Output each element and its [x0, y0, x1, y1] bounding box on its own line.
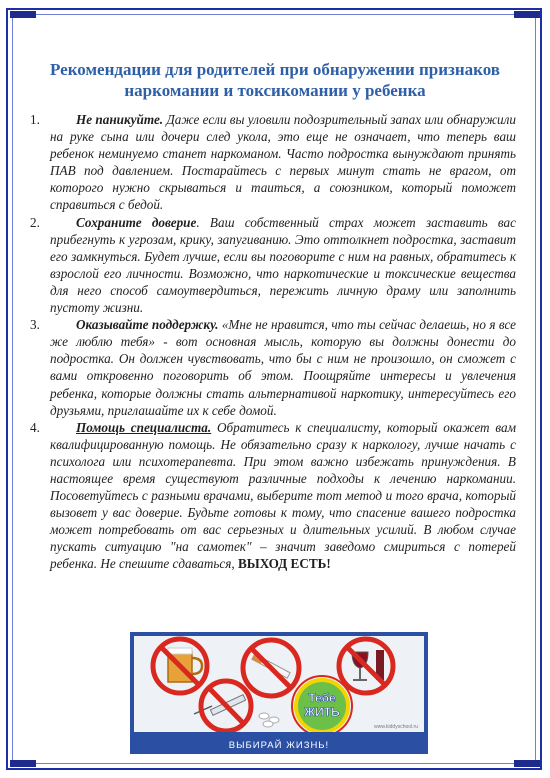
item-number: 2. — [30, 214, 40, 230]
item-number: 4. — [30, 419, 40, 435]
no-alcohol-icon — [153, 639, 207, 693]
banner-site-tag: www.kiddyschool.ru — [374, 724, 418, 730]
item-paragraph — [50, 111, 516, 214]
pills-icon — [259, 713, 279, 727]
corner-bar-bottom-left — [10, 760, 36, 767]
banner-panel — [134, 636, 424, 732]
item-lead: Оказывайте поддержку. — [76, 317, 219, 333]
no-drugs-icon — [194, 681, 251, 731]
item-paragraph — [50, 214, 516, 317]
banner-caption: ВЫБИРАЙ ЖИЗНЬ! — [228, 740, 330, 751]
item-lead: Помощь специалиста. — [76, 419, 212, 435]
item-text: Даже если вы уловили подозрительный запах или обнаружили на руке сына или дочери след укола, это еще не означает, что теперь ваш ребенок неминуемо станет наркоманом. Часто подростка вынуждают принять ПАВ под давлением. Постарайтесь с первых минут стать не врагом, от которого нужно скрываться и таиться, а союзником, который поможет справиться с бедой. — [50, 112, 516, 213]
no-smoking-icon — [243, 640, 299, 696]
list-item — [24, 111, 516, 214]
corner-bar-bottom-right — [514, 760, 540, 767]
item-number: 1. — [30, 112, 40, 127]
item-paragraph — [50, 419, 516, 573]
recommendations-list — [24, 111, 516, 573]
corner-bar-top-right — [514, 11, 540, 18]
item-lead: Сохраните доверие — [76, 214, 197, 230]
page-title: Рекомендации для родителей при обнаружении признаков наркомании и токсикомании у ребенка — [50, 60, 500, 101]
item-text: «Мне не нравится, что ты сейчас делаешь, но я все же люблю тебя» - вот основная мысль, которую вы должны донести до подростка. Он должен чувствовать, что бы с ним не произошло, он сможет с вами откровенно поговорить об этом. Поощряйте интересы и увлечения ребенка, которые должны стать альтернативой наркотику, интересуйтесь его друзьями, приглашайте их к себе домой. — [50, 317, 516, 418]
item-number: 3. — [30, 317, 40, 333]
list-item — [24, 214, 516, 317]
item-paragraph — [50, 316, 516, 419]
poster-banner — [130, 632, 428, 754]
banner-illustration — [134, 636, 424, 732]
item-lead: Не паникуйте. — [76, 112, 164, 127]
item-text: Обратитесь к специалисту, который окажет вам квалифицированную помощь. Не обязательно сразу к наркологу, лучше начать с психолога или психотерапевта. При этом важно избежать принуждения. В настоящее время существуют различные подходы к лечению наркомании. Посоветуйтесь с разными врачами, выберите тот метод и того врача, который вызовет у вас доверие. Будьте готовы к тому, что спасение вашего подростка может потребовать от вас серьезных и длительных усилий. В любом случае пускать ситуацию "на самотек" – значит заведомо смириться с потерей ребенка. Не спешите сдаваться, — [50, 419, 516, 572]
list-item — [24, 316, 516, 419]
badge-line-1: Тебе — [308, 691, 336, 705]
badge-line-2: ЖИТЬ — [304, 705, 340, 719]
corner-bar-top-left — [10, 11, 36, 18]
item-text: . Ваш собственный страх может заставить вас прибегнуть к угрозам, крику, запугиванию. Это оттолкнет подростка, заставит его замкнуться. Будет лучше, если вы поговорите с ним на равных, обратитесь к взрослой его личности. Возможно, что наркотические и токсические вещества для него способ самоутвердиться, пережить личную драму или заполнить пустоту жизни. — [50, 214, 516, 316]
no-wine-icon — [339, 639, 393, 693]
list-item — [24, 419, 516, 573]
item-ending: ВЫХОД ЕСТЬ! — [237, 556, 331, 572]
